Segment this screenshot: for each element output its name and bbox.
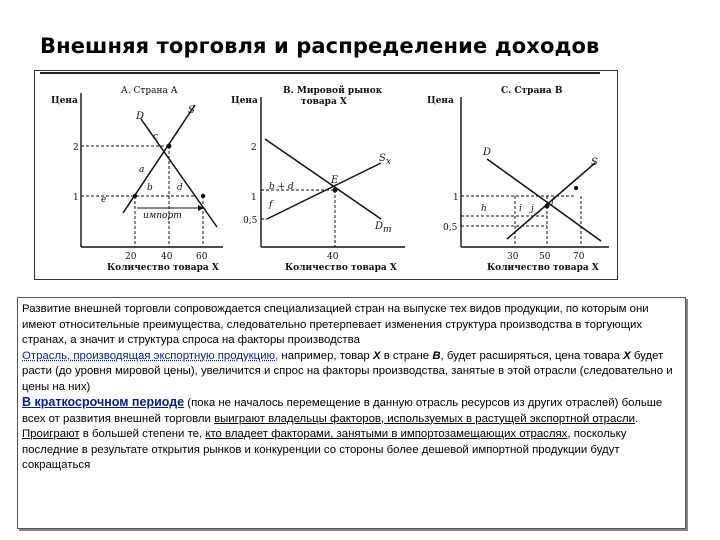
panel-a-x-label: Количество товара X <box>107 263 219 273</box>
import-owners-phrase: кто владеет факторами, занятыми в импортозамещающих отраслях <box>205 428 568 440</box>
p3-text-b: . <box>635 412 639 425</box>
panel-a-demand-label: D <box>136 111 145 122</box>
panel-c-point-i-label: i <box>519 204 522 214</box>
short-run-heading: В краткосрочном периоде <box>22 395 185 409</box>
panel-b-supply-sub: x <box>385 157 391 167</box>
panel-b-price-label: Цена <box>231 96 258 106</box>
paragraph-short-run <box>22 395 679 474</box>
panel-c-xtick-30: 30 <box>507 252 519 262</box>
p2-good-x: X <box>372 349 381 362</box>
panel-b-supply-label <box>379 153 391 167</box>
panel-c-point-upper <box>574 186 578 190</box>
trade-diagram-svg <box>35 71 617 279</box>
panel-a-price-label: Цена <box>51 96 78 106</box>
panel-c-point-f-label: f <box>551 197 555 207</box>
panel-a-ytick-1: 1 <box>73 193 79 203</box>
p2-text-c: , будет расширяться, цена товара <box>440 349 624 362</box>
panel-b-subheader: товара X <box>301 97 347 107</box>
winners-phrase: выиграют владельцы факторов, используемых в растущей экспортной отрасли <box>214 412 636 425</box>
panel-b-demand-letter: D <box>375 221 384 232</box>
panel-a-xtick-60: 60 <box>196 252 208 262</box>
panel-c-demand-line <box>487 159 601 241</box>
panel-b-demand-sub: m <box>383 225 392 235</box>
panel-c-demand-label: D <box>483 147 492 158</box>
panel-b-point-e-label: E <box>331 175 339 186</box>
panel-a <box>51 86 223 273</box>
panel-c-point-j-label: j <box>531 204 534 214</box>
panel-a-equilibrium-point <box>167 144 172 149</box>
export-industry-link[interactable]: Отрасль, производящая экспортную продукцию, <box>22 349 279 362</box>
panel-c-equilibrium-point <box>545 204 550 209</box>
panel-a-point-a-label: a <box>139 165 145 175</box>
panel-a-supply-label: S <box>188 105 195 116</box>
p2-text-a: например, товар <box>278 349 373 362</box>
panel-a-header: А. Страна А <box>121 86 178 96</box>
panel-a-import-label: импорт <box>143 211 182 221</box>
panel-b-demand-label <box>374 221 392 235</box>
panel-c-supply-label: S <box>591 157 598 168</box>
p3-text-c: в большей степени те, <box>79 428 206 440</box>
panel-a-ytick-2: 2 <box>73 143 79 153</box>
panel-b-bd-label: b + d <box>269 182 294 192</box>
panel-c-xtick-70: 70 <box>573 252 585 262</box>
panel-b-ytick-2: 2 <box>251 143 257 153</box>
p2-country: В <box>432 349 441 362</box>
panel-b-f-label: f <box>269 200 273 210</box>
panel-c-ytick-1: 1 <box>453 193 459 203</box>
panel-b-ytick-05: 0,5 <box>243 216 258 226</box>
panel-b-x-label: Количество товара X <box>285 263 397 273</box>
panel-b-demand-line <box>265 139 381 219</box>
panel-c-xtick-50: 50 <box>539 252 551 262</box>
panel-c-x-label: Количество товара X <box>487 263 599 273</box>
panel-c-price-label: Цена <box>427 96 454 106</box>
panel-a-point-d-label: d <box>177 183 183 193</box>
panel-b-supply-letter: S <box>379 153 386 164</box>
p2-text-d: будет расти (до уровня мировой цены), увеличится и спрос на факторы производства, занятые в этой отрасли (следовательно и цены на них) <box>22 349 673 393</box>
paragraph-export-industry <box>22 349 679 396</box>
trade-diagram-figure <box>34 70 618 280</box>
panel-c <box>427 86 609 273</box>
panel-b-equilibrium-point <box>333 188 338 193</box>
p2-text-b: в стране <box>380 349 433 362</box>
panel-a-xtick-40: 40 <box>161 252 173 262</box>
losers-word: Проиграют <box>22 428 80 440</box>
panel-a-point-b-label: b <box>147 183 153 193</box>
panel-b-xtick-40: 40 <box>327 252 339 262</box>
panel-a-point-b <box>133 194 137 198</box>
p3-text-a: (пока не началось перемещение в данную отрасль ресурсов из других отраслей) больше всех от развития внешней торговли <box>22 397 663 425</box>
panel-c-point-h-label: h <box>481 204 487 214</box>
panel-c-header: С. Страна В <box>501 86 563 96</box>
panel-a-point-c-label: c <box>153 132 159 142</box>
p3-text-d: , поскольку последние в результате открытия рынков и конкуренции со стороны более дешевой импортной продукции будут сокращаться <box>22 428 627 471</box>
page-title: Внешняя торговля и распределение доходов <box>40 34 600 58</box>
panel-b <box>231 85 405 273</box>
panel-a-point-e-label: e <box>101 195 107 205</box>
panel-b-ytick-1: 1 <box>251 193 257 203</box>
p2-good-x-2: X <box>623 349 631 362</box>
panel-c-ytick-05: 0,5 <box>443 223 458 233</box>
panel-a-point-d <box>201 194 205 198</box>
panel-a-xtick-20: 20 <box>125 252 137 262</box>
paragraph-specialization: Развитие внешней торговли сопровождается специализацией стран на выпуске тех видов продукции, по которым они имеют относительные преимущества, следовательно претерпевает изменения структура производства в торгующих странах, а значит и структура спроса на факторы производства <box>22 303 649 346</box>
explanation-text-box <box>17 297 686 529</box>
panel-b-header: В. Мировой рынок <box>283 86 383 96</box>
